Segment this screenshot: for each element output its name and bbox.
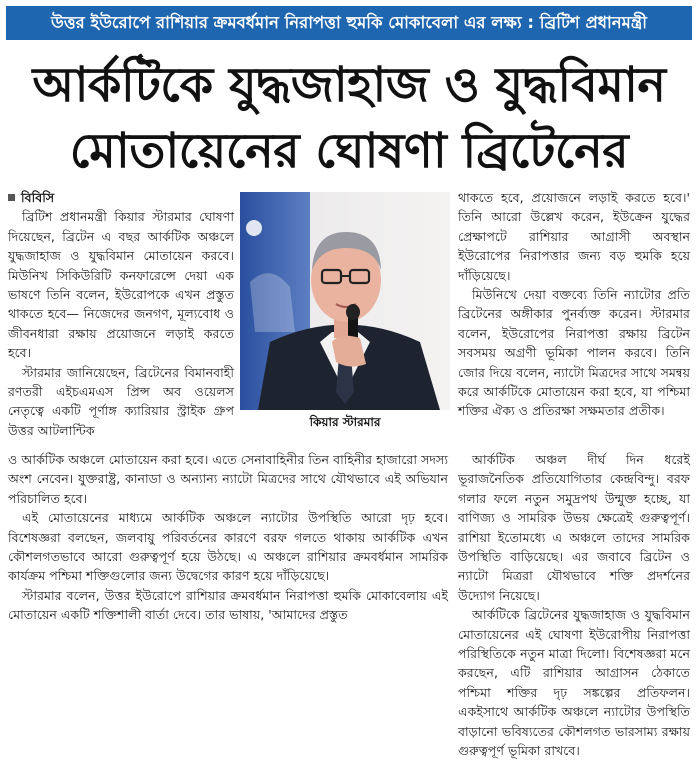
article-paragraph: এই মোতায়েনের মাধ্যমে আর্কটিক অঞ্চলে ন্যাটোর উপস্থিতি আরো দৃঢ় হবে। বিশেষজ্ঞরা বলছেন, জলবায়ু পরিবর্তনের কারণে বরফ গলতে থাকায় আর্কটিক এখন কৌশলগতভাবে আরো গুরুত্বপূর্ণ হয়ে উঠছে। এ অঞ্চলে রাশিয়ার ক্রমবর্ধমান সামরিক কার্যক্রম পশ্চিমা শক্তিগুলোর জন্য উদ্বেগের কারণ হয়ে দাঁড়িয়েছে। xyxy=(8,510,448,584)
headline-line-1: আর্কটিকে যুদ্ধজাহাজ ও যুদ্ধবিমান xyxy=(32,57,666,113)
article-column-left xyxy=(8,188,234,448)
byline-bullet-icon xyxy=(8,194,15,201)
article-column-bottom-left xyxy=(8,450,448,698)
article-paragraph: আর্কটিক অঞ্চল দীর্ঘ দিন ধরেই ভূরাজনৈতিক প্রতিযোগিতার কেন্দ্রবিন্দু। বরফ গলার ফলে নতুন সমুদ্রপথ উন্মুক্ত হচ্ছে, যা বাণিজ্য ও সামরিক উভয় ক্ষেত্রেই গুরুত্বপূর্ণ। রাশিয়া ইতোমধ্যে এ অঞ্চলে তাদের সামরিক উপস্থিতি বাড়িয়েছে। এর জবাবে ব্রিটেন ও ন্যাটো মিত্ররা যৌথভাবে শক্তি প্রদর্শনের উদ্যোগ নিয়েছে। xyxy=(458,452,690,603)
article-column-right-top xyxy=(458,188,690,450)
article-paragraph: স্টারমার জানিয়েছেন, ব্রিটেনের বিমানবাহী রণতরী এইচএমএস প্রিন্স অব ওয়েলস নেতৃত্বে একটি পূর্ণাঙ্গ ক্যারিয়ার স্ট্রাইক গ্রুপ উত্তর আটলান্টিক xyxy=(8,364,234,438)
kicker-banner: উত্তর ইউরোপে রাশিয়ার ক্রমবর্ধমান নিরাপত্তা হুমকি মোকাবেলা এর লক্ষ্য : ব্রিটিশ প্রধানমন্ত্রী xyxy=(6,6,692,40)
article-paragraph: ও আর্কটিক অঞ্চলে মোতায়েন করা হবে। এতে সেনাবাহিনীর তিন বাহিনীর হাজারো সদস্য অংশ নেবেন। যুক্তরাষ্ট্র, কানাডা ও অন্যান্য ন্যাটো মিত্রদের সাথে যৌথভাবে এই অভিযান পরিচালিত হবে। xyxy=(8,452,448,506)
byline xyxy=(8,188,234,207)
article-paragraph: থাকতে হবে, প্রয়োজনে লড়াই করতে হবে।' তিনি আরো উল্লেখ করেন, ইউক্রেন যুদ্ধের প্রেক্ষাপটে রাশিয়ার আগ্রাসী অবস্থান ইউরোপের নিরাপত্তার জন্য বড় হুমকি হয়ে দাঁড়িয়েছে। xyxy=(458,190,690,283)
headline xyxy=(4,52,694,184)
headline-line-2: মোতায়েনের ঘোষণা ব্রিটেনের xyxy=(69,123,629,179)
article-paragraph: মিউনিখে দেয়া বক্তব্যে তিনি ন্যাটোর প্রতি ব্রিটেনের অঙ্গীকার পুনর্ব্যক্ত করেন। স্টারমার বলেন, ইউরোপের নিরাপত্তা রক্ষায় ব্রিটেন সবসময় অগ্রণী ভূমিকা পালন করবে। তিনি জোর দিয়ে বলেন, ন্যাটো মিত্রদের সাথে সমন্বয় করে আর্কটিকে মোতায়েন করা হবে, যা পশ্চিমা শক্তির ঐক্য ও প্রতিরক্ষা সক্ষমতার প্রতীক। xyxy=(458,287,690,419)
article-column-right-bottom xyxy=(458,450,690,759)
photo-caption: কিয়ার স্টারমার xyxy=(309,415,381,429)
article-paragraph: স্টারমার বলেন, উত্তর ইউরোপে রাশিয়ার ক্রমবর্ধমান নিরাপত্তা হুমকি মোকাবেলায় এই মোতায়েন একটি শক্তিশালী বার্তা দেবে। তার ভাষায়, 'আমাদের প্রস্তুত xyxy=(8,587,448,623)
article-paragraph: আর্কটিকে ব্রিটেনের যুদ্ধজাহাজ ও যুদ্ধবিমান মোতায়েনের এই ঘোষণা ইউরোপীয় নিরাপত্তা পরিস্থিতিকে নতুন মাত্রা দিলো। বিশেষজ্ঞরা মনে করছেন, এটি রাশিয়ার আগ্রাসন ঠেকাতে পশ্চিমা শক্তির দৃঢ় সঙ্কল্পের প্রতিফলন। একইসাথে আর্কটিক অঞ্চলে ন্যাটোর উপস্থিতি বাড়ানো ভবিষ্যতের কৌশলগত ভারসাম্য রক্ষায় গুরুত্বপূর্ণ ভূমিকা রাখবে। xyxy=(458,607,690,759)
byline-source: বিবিসি xyxy=(21,190,55,205)
article-paragraph: ব্রিটিশ প্রধানমন্ত্রী কিয়ার স্টারমার ঘোষণা দিয়েছেন, ব্রিটেন এ বছর আর্কটিক অঞ্চলে যুদ্ধজাহাজ ও যুদ্ধবিমান মোতায়েন করবে। মিউনিখ সিকিউরিটি কনফারেন্সে দেয়া এক ভাষণে তিনি বলেন, ইউরোপকে এখন প্রস্তুত থাকতে হবে— নিজেদের জনগণ, মূল্যবোধ ও জীবনধারা রক্ষায় প্রয়োজনে লড়াই করতে হবে। xyxy=(8,209,234,361)
portrait-illustration xyxy=(240,192,450,410)
article-photo xyxy=(240,192,450,410)
